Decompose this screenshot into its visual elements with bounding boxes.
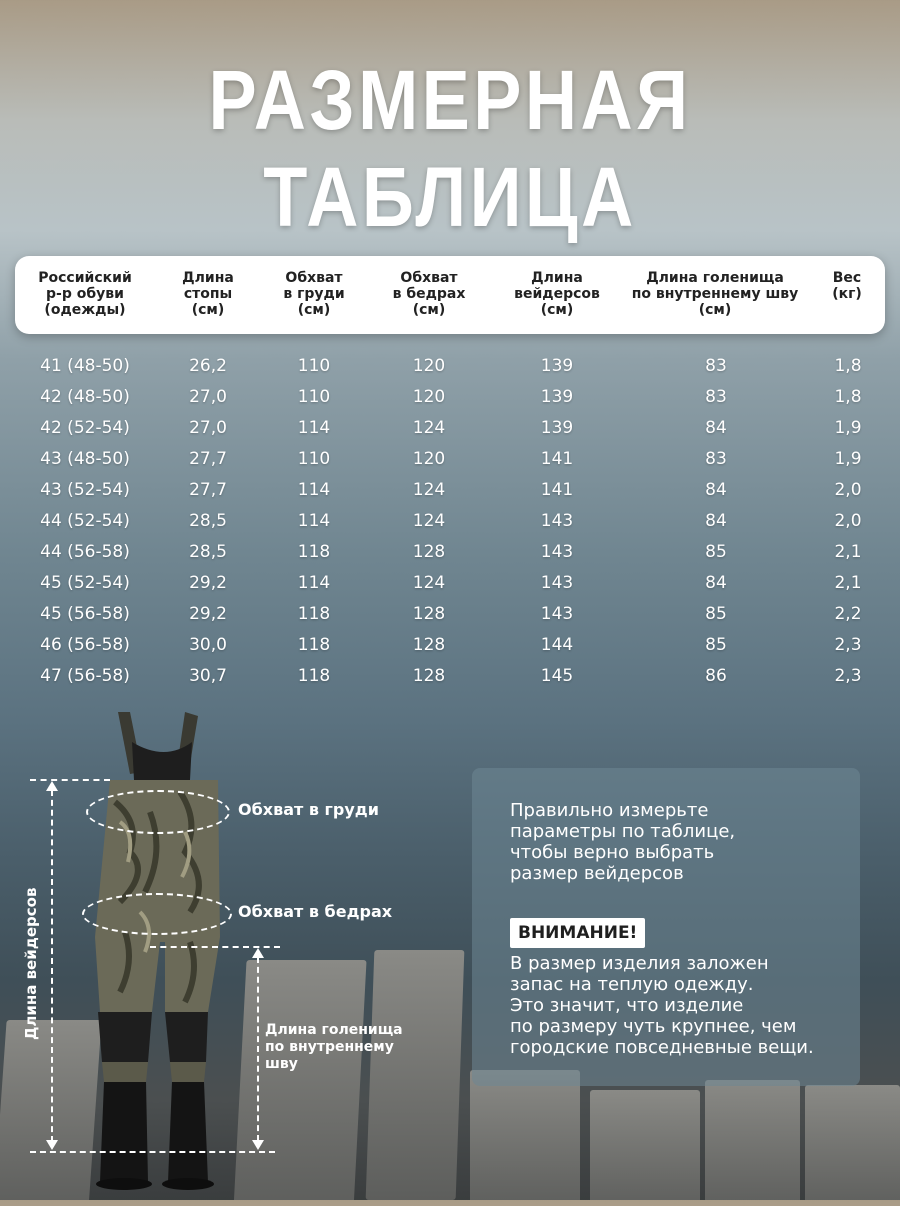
cell-wader-length: 145 <box>540 666 574 686</box>
cell-weight: 2,1 <box>834 542 862 562</box>
wader-length-line <box>51 790 53 1142</box>
cell-chest: 118 <box>297 635 331 655</box>
table-row <box>0 604 900 634</box>
table-row <box>0 387 900 417</box>
cell-chest: 110 <box>297 387 331 407</box>
page-title: РАЗМЕРНАЯ ТАБЛИЦА <box>208 53 692 244</box>
cell-size: 44 (56-58) <box>40 542 130 562</box>
cell-weight: 2,0 <box>834 511 862 531</box>
cell-foot-length: 27,7 <box>189 449 227 469</box>
hips-ellipse <box>82 893 232 935</box>
header-wader-length: Длина вейдерсов (см) <box>514 270 600 318</box>
cell-weight: 2,3 <box>834 666 862 686</box>
cell-size: 43 (52-54) <box>40 480 130 500</box>
cell-chest: 118 <box>297 542 331 562</box>
cell-foot-length: 28,5 <box>189 542 227 562</box>
table-row <box>0 542 900 572</box>
cell-chest: 114 <box>297 573 331 593</box>
cell-wader-length: 143 <box>540 511 574 531</box>
cell-inseam: 85 <box>705 604 727 624</box>
cell-inseam: 84 <box>705 573 727 593</box>
cell-hips: 124 <box>412 511 446 531</box>
cell-weight: 2,0 <box>834 480 862 500</box>
table-row <box>0 480 900 510</box>
cell-size: 41 (48-50) <box>40 356 130 376</box>
cell-wader-length: 139 <box>540 356 574 376</box>
cell-weight: 1,8 <box>834 387 862 407</box>
cell-size: 47 (56-58) <box>40 666 130 686</box>
cell-size: 43 (48-50) <box>40 449 130 469</box>
cell-wader-length: 143 <box>540 573 574 593</box>
cell-foot-length: 27,0 <box>189 387 227 407</box>
cell-weight: 1,9 <box>834 418 862 438</box>
info-text: Правильно измерьте параметры по таблице, чтобы верно выбрать размер вейдерсов <box>510 800 736 884</box>
cell-weight: 1,9 <box>834 449 862 469</box>
cell-wader-length: 141 <box>540 480 574 500</box>
top-guide-line <box>30 779 110 781</box>
chest-ellipse <box>86 790 230 834</box>
hips-label: Обхват в бедрах <box>238 902 393 921</box>
cell-wader-length: 139 <box>540 418 574 438</box>
table-row <box>0 449 900 479</box>
cell-foot-length: 29,2 <box>189 604 227 624</box>
cell-chest: 110 <box>297 356 331 376</box>
cell-wader-length: 143 <box>540 604 574 624</box>
cell-wader-length: 144 <box>540 635 574 655</box>
cell-inseam: 84 <box>705 480 727 500</box>
cell-foot-length: 28,5 <box>189 511 227 531</box>
cell-inseam: 84 <box>705 511 727 531</box>
attention-badge: ВНИМАНИЕ! <box>510 918 645 948</box>
cell-hips: 120 <box>412 356 446 376</box>
header-chest: Обхват в груди (см) <box>283 270 345 318</box>
cell-weight: 2,1 <box>834 573 862 593</box>
cell-foot-length: 27,7 <box>189 480 227 500</box>
cell-hips: 124 <box>412 418 446 438</box>
cell-chest: 114 <box>297 511 331 531</box>
wader-length-label: Длина вейдерсов <box>22 887 40 1040</box>
cell-hips: 124 <box>412 480 446 500</box>
cell-wader-length: 139 <box>540 387 574 407</box>
cell-size: 46 (56-58) <box>40 635 130 655</box>
table-row <box>0 511 900 541</box>
header-weight: Вес (кг) <box>832 270 862 302</box>
waders-illustration <box>90 712 240 1202</box>
header-foot-length: Длина стопы (см) <box>182 270 234 318</box>
chest-label: Обхват в груди <box>238 800 379 819</box>
cell-size: 45 (52-54) <box>40 573 130 593</box>
cell-inseam: 83 <box>705 449 727 469</box>
waders-icon <box>90 712 240 1202</box>
table-row <box>0 418 900 448</box>
header-size: Российский р-р обуви (одежды) <box>38 270 132 318</box>
length-arrow-down-icon <box>46 1140 58 1150</box>
cell-inseam: 85 <box>705 635 727 655</box>
cell-foot-length: 29,2 <box>189 573 227 593</box>
cell-chest: 118 <box>297 666 331 686</box>
cell-chest: 114 <box>297 480 331 500</box>
cell-hips: 128 <box>412 604 446 624</box>
cell-weight: 2,2 <box>834 604 862 624</box>
table-row <box>0 356 900 386</box>
cell-weight: 2,3 <box>834 635 862 655</box>
table-header <box>15 256 885 334</box>
cell-size: 42 (52-54) <box>40 418 130 438</box>
header-inseam: Длина голенища по внутреннему шву (см) <box>631 270 799 318</box>
cell-size: 42 (48-50) <box>40 387 130 407</box>
table-row <box>0 635 900 665</box>
cell-inseam: 84 <box>705 418 727 438</box>
cell-foot-length: 26,2 <box>189 356 227 376</box>
cell-inseam: 85 <box>705 542 727 562</box>
bottom-guide-line <box>30 1151 275 1153</box>
cell-size: 45 (56-58) <box>40 604 130 624</box>
cell-foot-length: 27,0 <box>189 418 227 438</box>
cell-foot-length: 30,0 <box>189 635 227 655</box>
attention-text: В размер изделия заложен запас на теплую одежду. Это значит, что изделие по размеру чуть крупнее, чем городские повседневные вещи. <box>510 953 814 1058</box>
cell-inseam: 83 <box>705 387 727 407</box>
cell-size: 44 (52-54) <box>40 511 130 531</box>
cell-hips: 128 <box>412 635 446 655</box>
cell-chest: 110 <box>297 449 331 469</box>
cell-chest: 114 <box>297 418 331 438</box>
cell-wader-length: 143 <box>540 542 574 562</box>
inseam-arrow-down-icon <box>252 1140 264 1150</box>
cell-hips: 124 <box>412 573 446 593</box>
table-row <box>0 666 900 696</box>
cell-inseam: 86 <box>705 666 727 686</box>
cell-foot-length: 30,7 <box>189 666 227 686</box>
inseam-label: Длина голенища по внутреннему шву <box>265 1022 403 1072</box>
inseam-line <box>257 957 259 1141</box>
header-hips: Обхват в бедрах (см) <box>392 270 466 318</box>
cell-hips: 120 <box>412 449 446 469</box>
cell-chest: 118 <box>297 604 331 624</box>
cell-inseam: 83 <box>705 356 727 376</box>
table-row <box>0 573 900 603</box>
cell-hips: 120 <box>412 387 446 407</box>
cell-hips: 128 <box>412 542 446 562</box>
cell-wader-length: 141 <box>540 449 574 469</box>
cell-hips: 128 <box>412 666 446 686</box>
cell-weight: 1,8 <box>834 356 862 376</box>
